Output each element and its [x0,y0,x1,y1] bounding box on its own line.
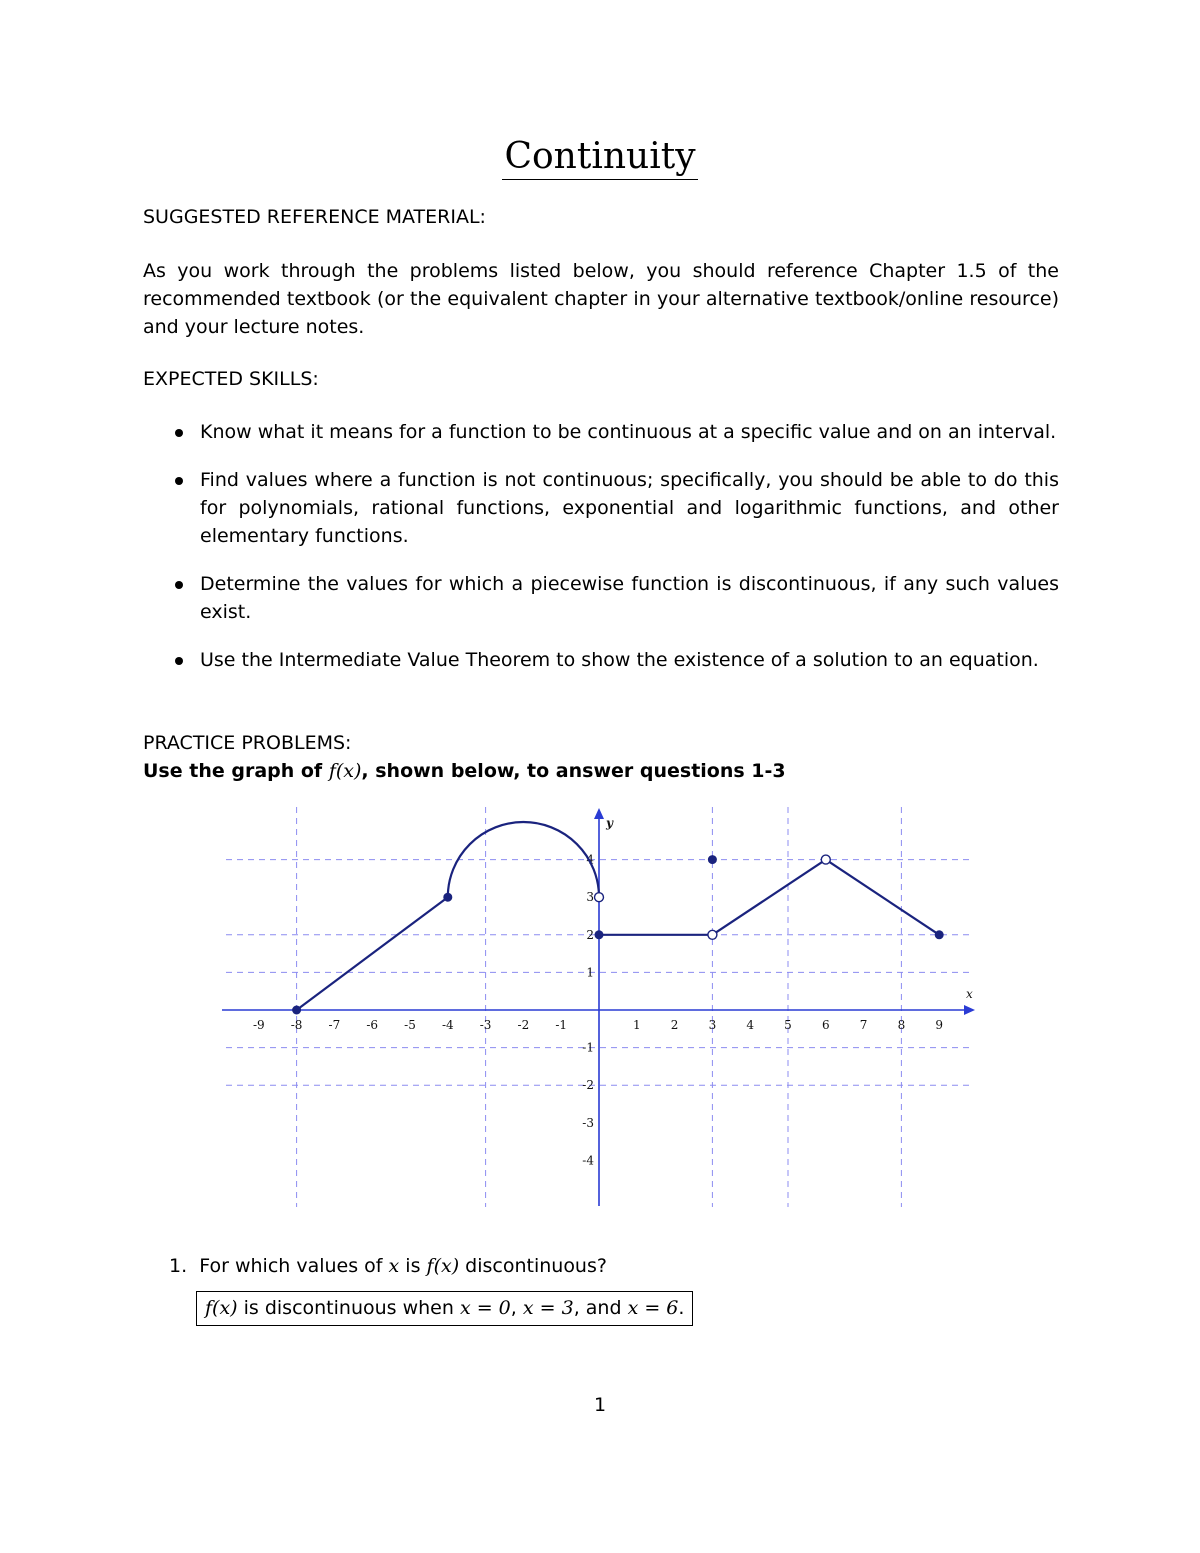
closed-point [708,855,717,864]
x-tick-label: -5 [404,1018,416,1032]
x-tick-label: 3 [708,1018,717,1032]
page-title [0,133,1200,181]
x-axis-arrow-icon [964,1005,975,1015]
x-tick-label: -2 [517,1018,530,1032]
bullet-icon [175,429,183,437]
closed-point [935,930,944,939]
skills-list [143,418,1059,694]
x-tick-label: 5 [784,1018,792,1032]
x-tick-label: 1 [632,1018,641,1032]
x-tick-label: -1 [555,1018,568,1032]
x-tick-label: 7 [859,1018,868,1032]
function-graph [218,802,982,1212]
fx-math: f(x) [328,760,362,782]
x-tick-label: 4 [746,1018,755,1032]
closed-point [595,930,604,939]
x-tick-label: 6 [821,1018,830,1032]
y-axis-label: y [606,816,613,830]
skill-item: Find values where a function is not continuous; specifically, you should be able to do this for polynomials, rational functions, exponential and logarithmic functions, and other elementary functions. [143,466,1059,550]
x-tick-label: -3 [479,1018,492,1032]
answer-box: f(x) is discontinuous when x = 0, x = 3, and x = 6. [196,1291,693,1326]
y-tick-label: 1 [586,965,594,980]
reference-paragraph: As you work through the problems listed below, you should reference Chapter 1.5 of the recommended textbook (or the equivalent chapter in your alternative textbook/online resource) and your lecture notes. [143,260,1059,338]
y-axis-arrow-icon [594,808,604,819]
function-segment [297,897,448,1010]
x-tick-label: -6 [366,1018,379,1032]
closed-point [292,1006,301,1015]
open-point [708,930,717,939]
x-tick-label: 8 [897,1018,906,1032]
y-tick-label: -3 [582,1115,594,1130]
x-axis-label: x [966,987,973,1001]
y-tick-label: 3 [586,890,594,905]
x-tick-label: -8 [290,1018,303,1032]
page-number: 1 [593,1394,607,1416]
y-tick-label: -4 [582,1153,594,1168]
y-tick-label: 2 [586,927,594,942]
practice-heading: PRACTICE PROBLEMS: [143,732,352,754]
y-tick-label: -2 [582,1078,594,1093]
skill-item: Determine the values for which a piecewise function is discontinuous, if any such values exist. [143,570,1059,626]
title-text: Continuity [502,136,697,180]
skills-heading: EXPECTED SKILLS: [143,368,319,390]
skill-item: Know what it means for a function to be continuous at a specific value and on an interval. [143,418,1059,446]
closed-point [443,893,452,902]
function-segment [712,860,939,935]
bullet-icon [175,657,183,665]
y-tick-label: -1 [582,1040,594,1055]
bullet-icon [175,477,183,485]
graph-instruction: Use the graph of f(x), shown below, to answer questions 1-3 [143,760,786,782]
question-1: 1. For which values of x is f(x) discontinuous? [169,1255,607,1277]
x-tick-label: -7 [328,1018,341,1032]
x-tick-label: 9 [935,1018,944,1032]
skill-item: Use the Intermediate Value Theorem to show the existence of a solution to an equation. [143,646,1059,674]
x-tick-label: -4 [441,1018,454,1032]
x-tick-label: 2 [670,1018,679,1032]
reference-heading: SUGGESTED REFERENCE MATERIAL: [143,206,486,228]
bullet-icon [175,581,183,589]
x-tick-label: -9 [252,1018,265,1032]
y-tick-label: 4 [586,852,594,867]
open-point [595,893,604,902]
open-point [821,855,830,864]
